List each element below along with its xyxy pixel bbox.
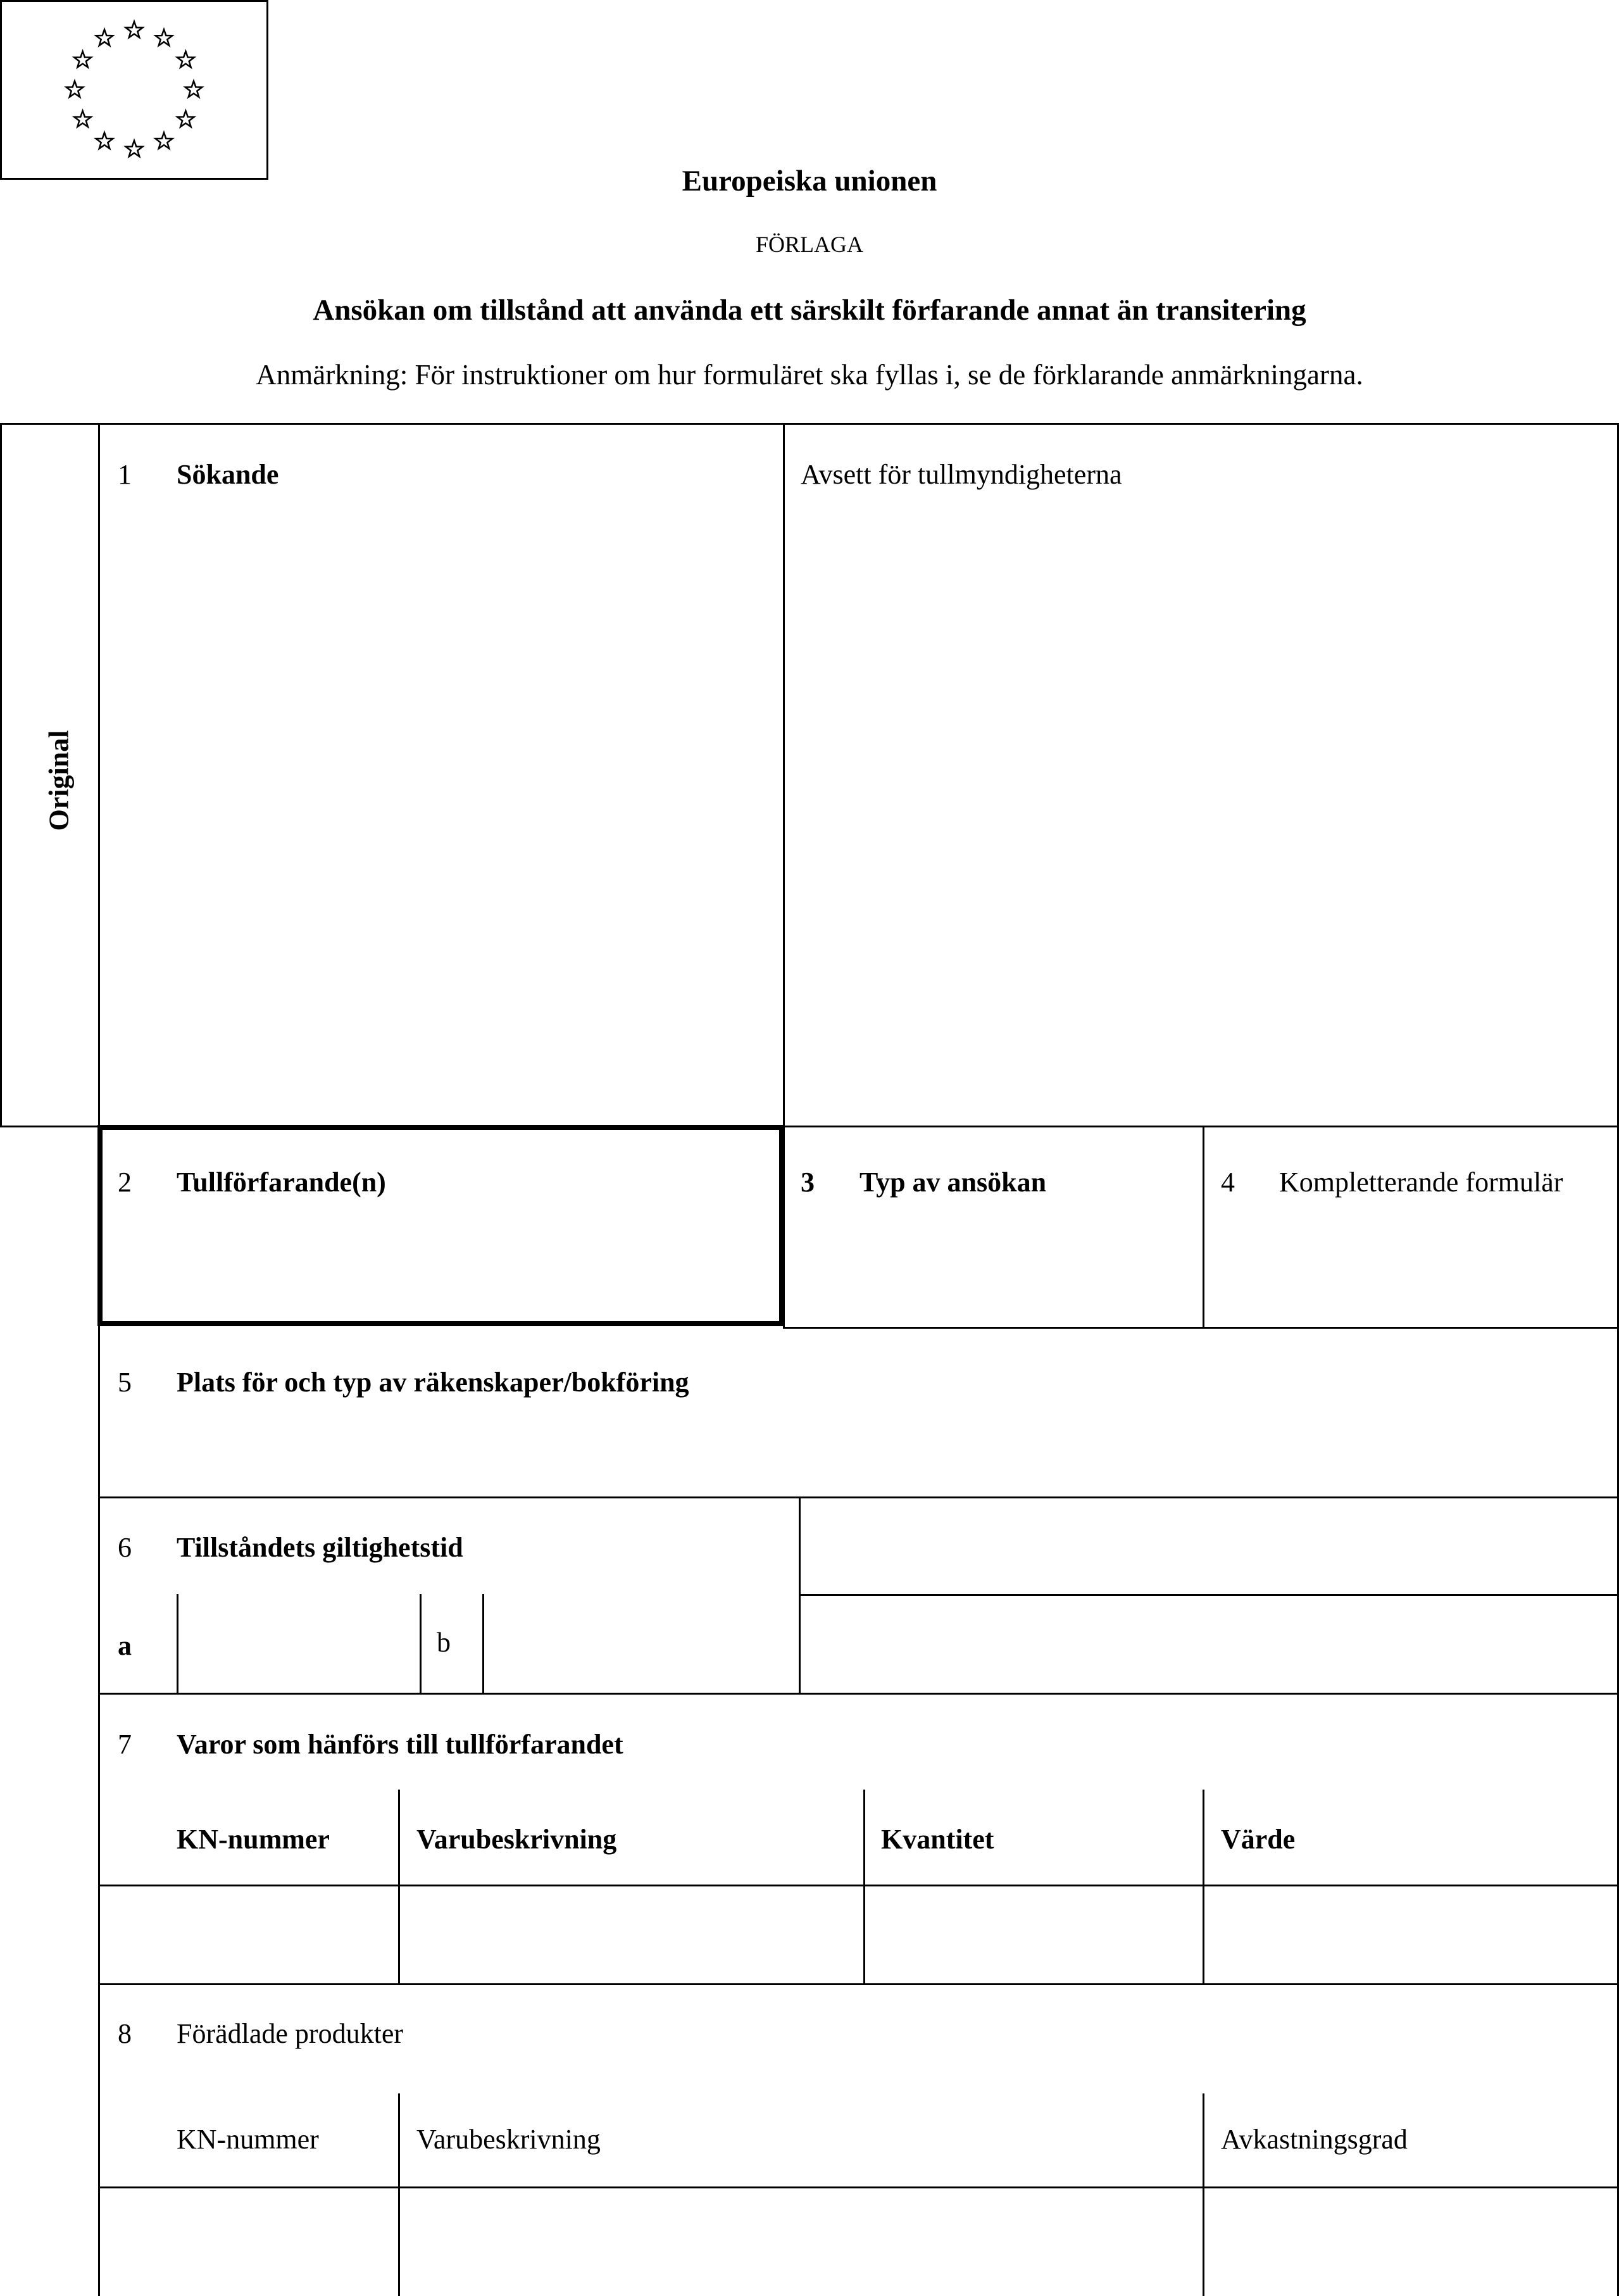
star-icon [74,51,91,67]
form-divider [99,1983,1619,1985]
validity-right-lower-field[interactable] [801,1596,1616,1692]
box-2-number: 2 [118,1167,132,1198]
box-8-col-yield: Avkastningsgrad [1221,2124,1408,2155]
applicant-field[interactable] [100,481,782,1124]
union-heading: Europeiska unionen [682,165,937,198]
box-7-col-quantity: Kvantitet [881,1824,994,1855]
box-4-label: Kompletterande formulär [1279,1167,1563,1198]
star-icon [126,141,143,156]
box-6a-label: a [118,1630,132,1661]
goods-quantity-field[interactable] [865,1886,1202,1983]
goods-value-field[interactable] [1204,1886,1616,1983]
processed-description-field[interactable] [400,2188,1202,2296]
star-icon [177,51,194,67]
box-1-number: 1 [118,459,132,490]
box-3-number: 3 [801,1167,815,1198]
star-icon [156,30,173,46]
box-7-label: Varor som hänförs till tullförfarandet [177,1729,623,1760]
model-label: FÖRLAGA [755,232,863,257]
customs-procedure-field[interactable] [104,1203,778,1322]
star-icon [185,81,203,97]
star-icon [126,22,143,37]
original-label: Original [43,730,75,831]
box-5-number: 5 [118,1367,132,1398]
box-6b-label: b [437,1627,451,1658]
box-6-label: Tillståndets giltighetstid [177,1532,463,1563]
box-3-label: Typ av ansökan [860,1167,1047,1198]
supplementary-sheets-field[interactable] [1204,1203,1616,1326]
box-7-col-value: Värde [1221,1824,1296,1855]
star-icon [96,30,113,46]
validity-b-field[interactable] [484,1596,797,1692]
goods-description-field[interactable] [400,1886,863,1983]
customs-use-label: Avsett för tullmyndigheterna [801,459,1122,490]
form-title: Ansökan om tillstånd att använda ett särskilt förfarande annat än transitering [313,294,1306,327]
validity-right-upper-field[interactable] [801,1498,1616,1593]
form-divider [99,1693,1619,1695]
box-7-col-cn: KN-nummer [177,1824,330,1855]
box-8-label: Förädlade produkter [177,2018,403,2049]
validity-a-field[interactable] [178,1596,419,1692]
box-7-col-description: Varubeskrivning [416,1824,617,1855]
box-1-label: Sökande [177,459,279,490]
application-type-field[interactable] [785,1203,1201,1326]
star-icon [96,132,113,148]
box-7-number: 7 [118,1729,132,1760]
processed-yield-field[interactable] [1204,2188,1616,2296]
star-icon [177,111,194,127]
box-5-label: Plats för och typ av räkenskaper/bokföring [177,1367,689,1398]
box-2-label: Tullförfarande(n) [177,1167,386,1198]
star-icon [74,111,91,127]
eu-flag-icon [0,0,268,180]
box-8-number: 8 [118,2018,132,2049]
goods-cn-field[interactable] [100,1886,397,1983]
form-border-top [0,423,1619,425]
records-location-field[interactable] [100,1403,1616,1495]
box-8-col-description: Varubeskrivning [416,2124,601,2155]
form-divider [420,1594,422,1693]
box-8-col-cn: KN-nummer [177,2124,319,2155]
box-4-number: 4 [1221,1167,1235,1198]
star-icon [66,81,84,97]
processed-cn-field[interactable] [100,2188,397,2296]
star-icon [156,132,173,148]
form-border-left [0,423,2,1127]
box-6-number: 6 [118,1532,132,1563]
form-divider [783,1327,1619,1329]
form-note: Anmärkning: För instruktioner om hur formuläret ska fyllas i, se de förklarande anmärkningarna. [256,359,1363,391]
